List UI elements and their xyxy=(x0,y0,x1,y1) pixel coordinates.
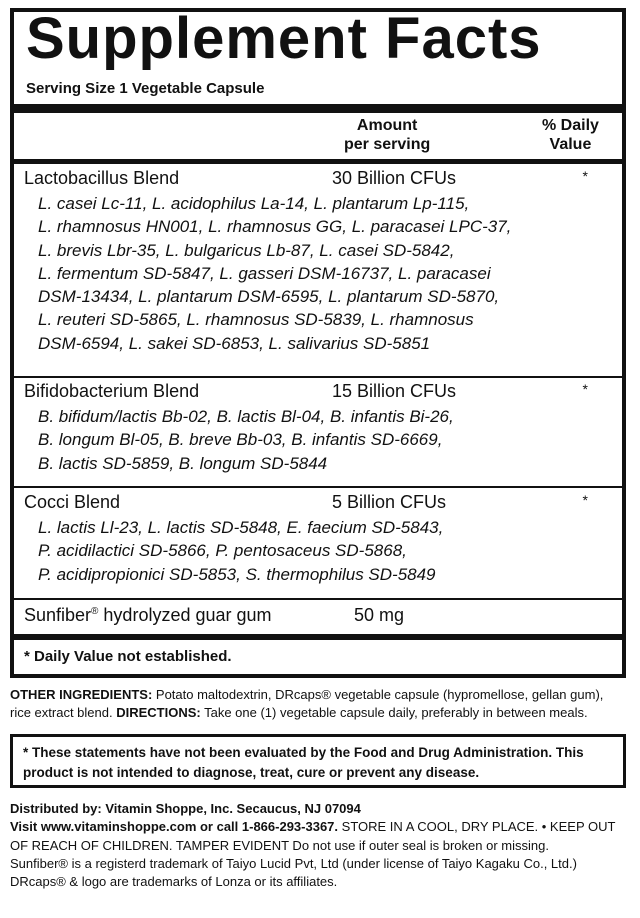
amount-header: Amount per serving xyxy=(344,117,431,153)
sunfiber-name: Sunfiber® hydrolyzed guar gum xyxy=(24,605,272,625)
fda-disclaimer-box xyxy=(10,734,626,788)
top-rule xyxy=(14,104,622,113)
sunfiber-amount: 50 mg xyxy=(354,605,405,625)
header-rule xyxy=(14,159,622,164)
blend-name: Cocci Blend xyxy=(24,492,121,512)
blend-amount: 5 Billion CFUs xyxy=(332,492,447,512)
strain-list: L. lactis Ll-23, L. lactis SD-5848, E. faecium SD-5843, P. acidilactici SD-5866, P. pentosaceus SD-5868, P. acidipropionici SD-5853, S. thermophilus SD-5849 xyxy=(38,518,444,584)
blend-name: Bifidobacterium Blend xyxy=(24,381,200,401)
daily-value-header: % Daily Value xyxy=(542,117,599,153)
blend-dv: * xyxy=(582,381,588,397)
distribution-info: Distributed by: Vitamin Shoppe, Inc. Secaucus, NJ 07094 Visit www.vitaminshoppe.com or call 1-866-293-3367. STORE IN A COOL, DRY PLACE. • KEEP OUT OF REACH OF CHILDREN. TAMPER EVIDENT Do not use if outer seal is broken or missing. Sunfiber® is a registerd trademark of Taiyo Lucid Pvt, Ltd (under license of Taiyo Kagaku Co., Ltd.) DRcaps® & logo are trademarks of Lonza or its affiliates. xyxy=(10,801,616,890)
other-ingredients: OTHER INGREDIENTS: Potato maltodextrin, DRcaps® vegetable capsule (hypromellose, gellan gum), rice extract blend. DIRECTIONS: Take one (1) vegetable capsule daily, preferably in between meals. xyxy=(10,687,604,720)
blend-dv: * xyxy=(582,492,588,508)
row-divider xyxy=(14,486,622,488)
bottom-rule xyxy=(14,634,622,640)
blend-dv: * xyxy=(582,168,588,184)
row-divider xyxy=(14,376,622,378)
panel-title: Supplement Facts xyxy=(26,6,542,71)
blend-amount: 15 Billion CFUs xyxy=(332,381,457,401)
strain-list: B. bifidum/lactis Bb-02, B. lactis Bl-04, B. infantis Bi-26, B. longum Bl-05, B. breve Bb-03, B. infantis SD-6669, B. lactis SD-5859, B. longum SD-5844 xyxy=(38,407,454,473)
blend-amount: 30 Billion CFUs xyxy=(332,168,457,188)
dv-footnote: * Daily Value not established. xyxy=(24,648,232,665)
row-divider xyxy=(14,598,622,600)
supplement-facts-panel xyxy=(10,8,626,678)
serving-size: Serving Size 1 Vegetable Capsule xyxy=(26,80,265,97)
strain-list: L. casei Lc-11, L. acidophilus La-14, L. plantarum Lp-115, L. rhamnosus HN001, L. rhamnosus GG, L. paracasei LPC-37, L. brevis Lbr-35, L. bulgaricus Lb-87, L. casei SD-5842, L. fermentum SD-5847, L. gasseri DSM-16737, L. paracasei DSM-13434, L. plantarum DSM-6595, L. plantarum SD-5870, L. reuteri SD-5865, L. rhamnosus SD-5839, L. rhamnosus DSM-6594, L. sakei SD-6853, L. salivarius SD-5851 xyxy=(38,194,512,353)
blend-name: Lactobacillus Blend xyxy=(24,168,180,188)
fda-statement: * These statements have not been evaluated by the Food and Drug Administration. This product is not intended to diagnose, treat, cure or prevent any disease. xyxy=(23,745,584,780)
